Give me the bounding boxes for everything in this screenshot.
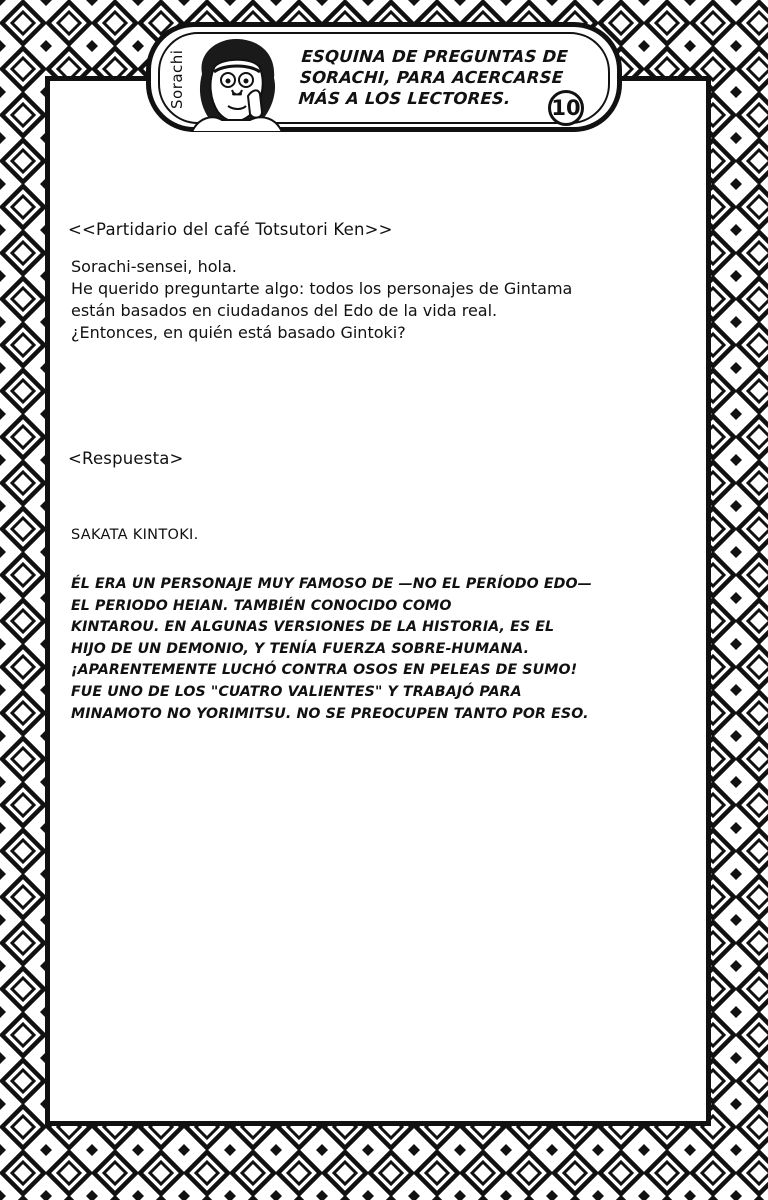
- answer-body: [71, 574, 691, 725]
- answer-line: ¡APARENTEMENTE LUCHÓ CONTRA OSOS EN PELEAS DE SUMO!: [71, 662, 578, 679]
- question-line: ¿Entonces, en quién está basado Gintoki?: [71, 323, 406, 342]
- answer-name: SAKATA KINTOKI.: [71, 527, 199, 543]
- question-line: Sorachi-sensei, hola.: [71, 257, 237, 276]
- answer-heading: <Respuesta>: [68, 449, 184, 468]
- issue-number-badge: 10: [548, 90, 584, 126]
- gorilla-portrait-icon: [188, 34, 284, 132]
- answer-line: EL PERIODO HEIAN. TAMBIÉN CONOCIDO COMO: [71, 597, 452, 614]
- answer-line: ÉL ERA UN PERSONAJE MUY FAMOSO DE —NO EL PERÍODO EDO—: [71, 576, 592, 592]
- header-title-line: MÁS A LOS LECTORES.: [297, 89, 512, 108]
- answer-line: MINAMOTO NO YORIMITSU. NO SE PREOCUPEN TANTO POR ESO.: [71, 705, 589, 722]
- header-title-line: SORACHI, PARA ACERCARSE: [299, 68, 564, 87]
- answer-line: KINTAROU. EN ALGUNAS VERSIONES DE LA HISTORIA, ES EL: [71, 619, 555, 636]
- answer-line: FUE UNO DE LOS "CUATRO VALIENTES" Y TRABAJÓ PARA: [71, 683, 522, 700]
- header-title-line: ESQUINA DE PREGUNTAS DE: [300, 47, 569, 66]
- question-line: están basados en ciudadanos del Edo de la vida real.: [71, 301, 498, 320]
- question-line: He querido preguntarte algo: todos los personajes de Gintama: [71, 279, 573, 298]
- question-body: [71, 256, 671, 344]
- header-title: [298, 46, 572, 109]
- answer-line: HIJO DE UN DEMONIO, Y TENÍA FUERZA SOBRE-HUMANA.: [71, 640, 530, 657]
- author-label: Sorachi: [168, 49, 186, 109]
- question-heading: <<Partidario del café Totsutori Ken>>: [68, 220, 393, 239]
